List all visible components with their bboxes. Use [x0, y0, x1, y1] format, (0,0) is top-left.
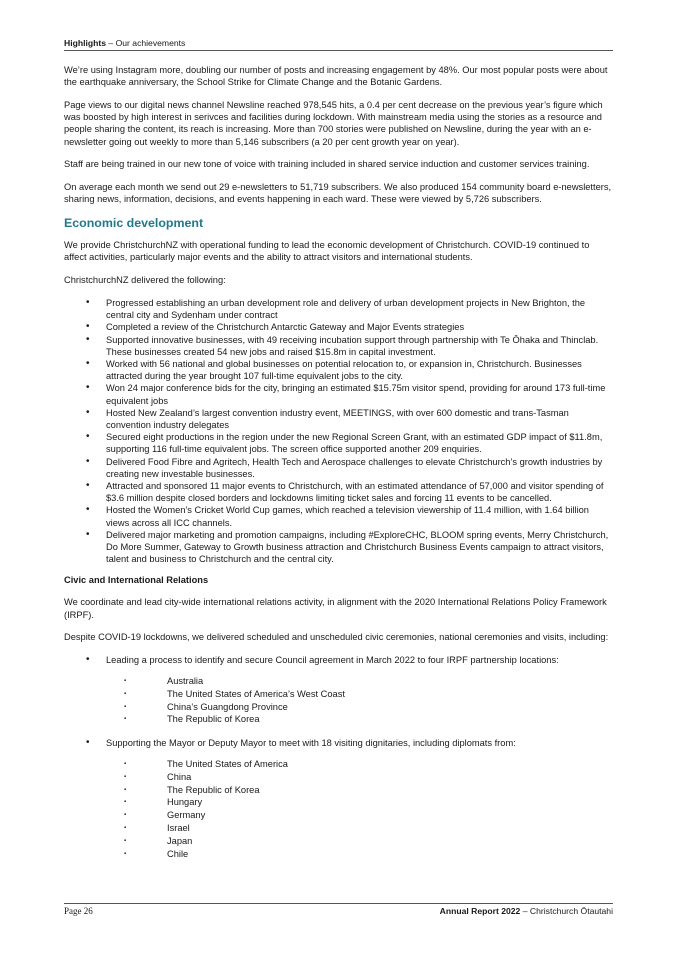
- sub-list-item: ▪ The United States of America: [64, 758, 613, 771]
- partnership-locations-list: [64, 675, 613, 726]
- footer-report-title: [440, 906, 613, 916]
- running-header: [64, 38, 613, 51]
- civic-list-dignitaries: [64, 737, 613, 750]
- list-item: • Attracted and sponsored 11 major events to Christchurch, with an estimated attendance of 57,000 and visitor spending of $3.6 million despite closed borders and lockdowns limiting ticket sales and forcing 11 events to be cancelled.: [64, 480, 613, 504]
- economic-development-heading: Economic development: [64, 216, 204, 231]
- page-number: Page 26: [64, 906, 93, 916]
- list-item: • Secured eight productions in the region under the new Regional Screen Grant, with an estimated GDP impact of $11.8m, supporting 116 full-time equivalent jobs. The screen office supported another 209 enquiries.: [64, 431, 613, 455]
- sub-list-item: ▪ The United States of America’s West Coast: [64, 688, 613, 701]
- list-item: • Supporting the Mayor or Deputy Mayor to meet with 18 visiting dignitaries, including diplomats from:: [64, 737, 613, 750]
- sub-list-item: ▪ Japan: [64, 835, 613, 848]
- list-item: • Completed a review of the Christchurch Antarctic Gateway and Major Events strategies: [64, 321, 613, 333]
- sub-list-item: ▪ Chile: [64, 848, 613, 861]
- list-item: • Worked with 56 national and global businesses on potential relocation to, or expansion in, Christchurch. Businesses attracted during the year brought 107 full-time equivalent jobs to the city.: [64, 358, 613, 382]
- civic-delivered-paragraph: Despite COVID-19 lockdowns, we delivered scheduled and unscheduled civic ceremonies, national ceremonies and visits, including:: [64, 632, 609, 643]
- header-separator: –: [106, 38, 116, 48]
- running-footer: [64, 903, 613, 916]
- footer-organisation: Christchurch Ōtautahi: [529, 906, 613, 916]
- sub-list-item: ▪ The Republic of Korea: [64, 784, 613, 797]
- list-item: • Hosted New Zealand’s largest convention industry event, MEETINGS, with over 600 domestic and trans-Tasman convention industry delegates: [64, 407, 613, 431]
- intro-paragraph-enewsletters: On average each month we send out 29 e-newsletters to 51,719 subscribers. We also produced 154 community board e-newsletters, sharing news, information, decisions, and events happening in each ward. These were viewed by 5,726 subscribers.: [64, 182, 612, 205]
- page-content: [64, 64, 613, 871]
- civic-list-partnerships: [64, 654, 613, 667]
- sub-list-item: ▪ Australia: [64, 675, 613, 688]
- list-item: • Delivered Food Fibre and Agritech, Health Tech and Aerospace challenges to elevate Christchurch’s growth industries by creating new investable businesses.: [64, 456, 613, 480]
- sub-list-item: ▪ China: [64, 771, 613, 784]
- intro-paragraph-instagram: We’re using Instagram more, doubling our number of posts and increasing engagement by 48%. Our most popular posts were about the earthquake anniversary, the School Strike for Climate Change and the Botanic Gardens.: [64, 65, 608, 88]
- civic-intro-paragraph: We coordinate and lead city-wide international relations activity, in alignment with the 2020 International Relations Policy Framework (IRPF).: [64, 597, 607, 620]
- sub-list-item: ▪ China’s Guangdong Province: [64, 701, 613, 714]
- list-item: • Delivered major marketing and promotion campaigns, including #ExploreCHC, BLOOM spring events, Merry Christchurch, Do More Summer, Gateway to Growth business attraction and Christchurch Business Events campaign to attract visitors, talent and business to Christchurch and the central city.: [64, 529, 613, 566]
- dignitary-countries-list: [64, 758, 613, 860]
- footer-report-name: Annual Report 2022: [439, 906, 521, 916]
- economic-delivered-paragraph: ChristchurchNZ delivered the following:: [64, 275, 226, 286]
- sub-list-item: ▪ Hungary: [64, 796, 613, 809]
- intro-paragraph-training: Staff are being trained in our new tone of voice with training included in shared service induction and customer services training.: [64, 159, 590, 170]
- footer-separator: –: [520, 906, 530, 916]
- list-item: • Leading a process to identify and secure Council agreement in March 2022 to four IRPF partnership locations:: [64, 654, 613, 667]
- intro-paragraph-newsline: Page views to our digital news channel Newsline reached 978,545 hits, a 0.4 per cent decrease on the previous year’s figure which was boosted by high interest in serivces and facilities during lockdown. With mainstream media using the stories as a resource and people sharing the content, its reach is increasing. More than 700 stories were published on Newsline, during the year with an e-newsletter going out weekly to more than 5,146 subscribers (a 20 per cent growth year on year).: [64, 100, 603, 147]
- list-item: • Won 24 major conference bids for the city, bringing an estimated $15.75m visitor spend, providing for around 173 full-time equivalent jobs: [64, 382, 613, 406]
- header-section: Highlights: [64, 38, 107, 48]
- list-item: • Supported innovative businesses, with 49 receiving incubation support through partnership with Te Ōhaka and Thinclab. These businesses created 54 new jobs and raised $15.8m in capital investment.: [64, 334, 613, 358]
- sub-list-item: ▪ Germany: [64, 809, 613, 822]
- list-item: • Progressed establishing an urban development role and delivery of urban development projects in New Brighton, the central city and Sydenham under contract: [64, 297, 613, 321]
- civic-relations-heading: Civic and International Relations: [64, 575, 209, 586]
- header-subsection: Our achievements: [115, 38, 186, 48]
- sub-list-item: ▪ Israel: [64, 822, 613, 835]
- sub-list-item: ▪ The Republic of Korea: [64, 713, 613, 726]
- list-item: • Hosted the Women’s Cricket World Cup games, which reached a television viewership of 11.4 million, with 1.64 billion views across all ICC channels.: [64, 504, 613, 528]
- economic-achievements-list: [64, 297, 613, 565]
- economic-intro-paragraph: We provide ChristchurchNZ with operational funding to lead the economic development of Christchurch. COVID-19 continued to affect activities, particularly major events and the ability to attract visitors and international students.: [64, 240, 590, 263]
